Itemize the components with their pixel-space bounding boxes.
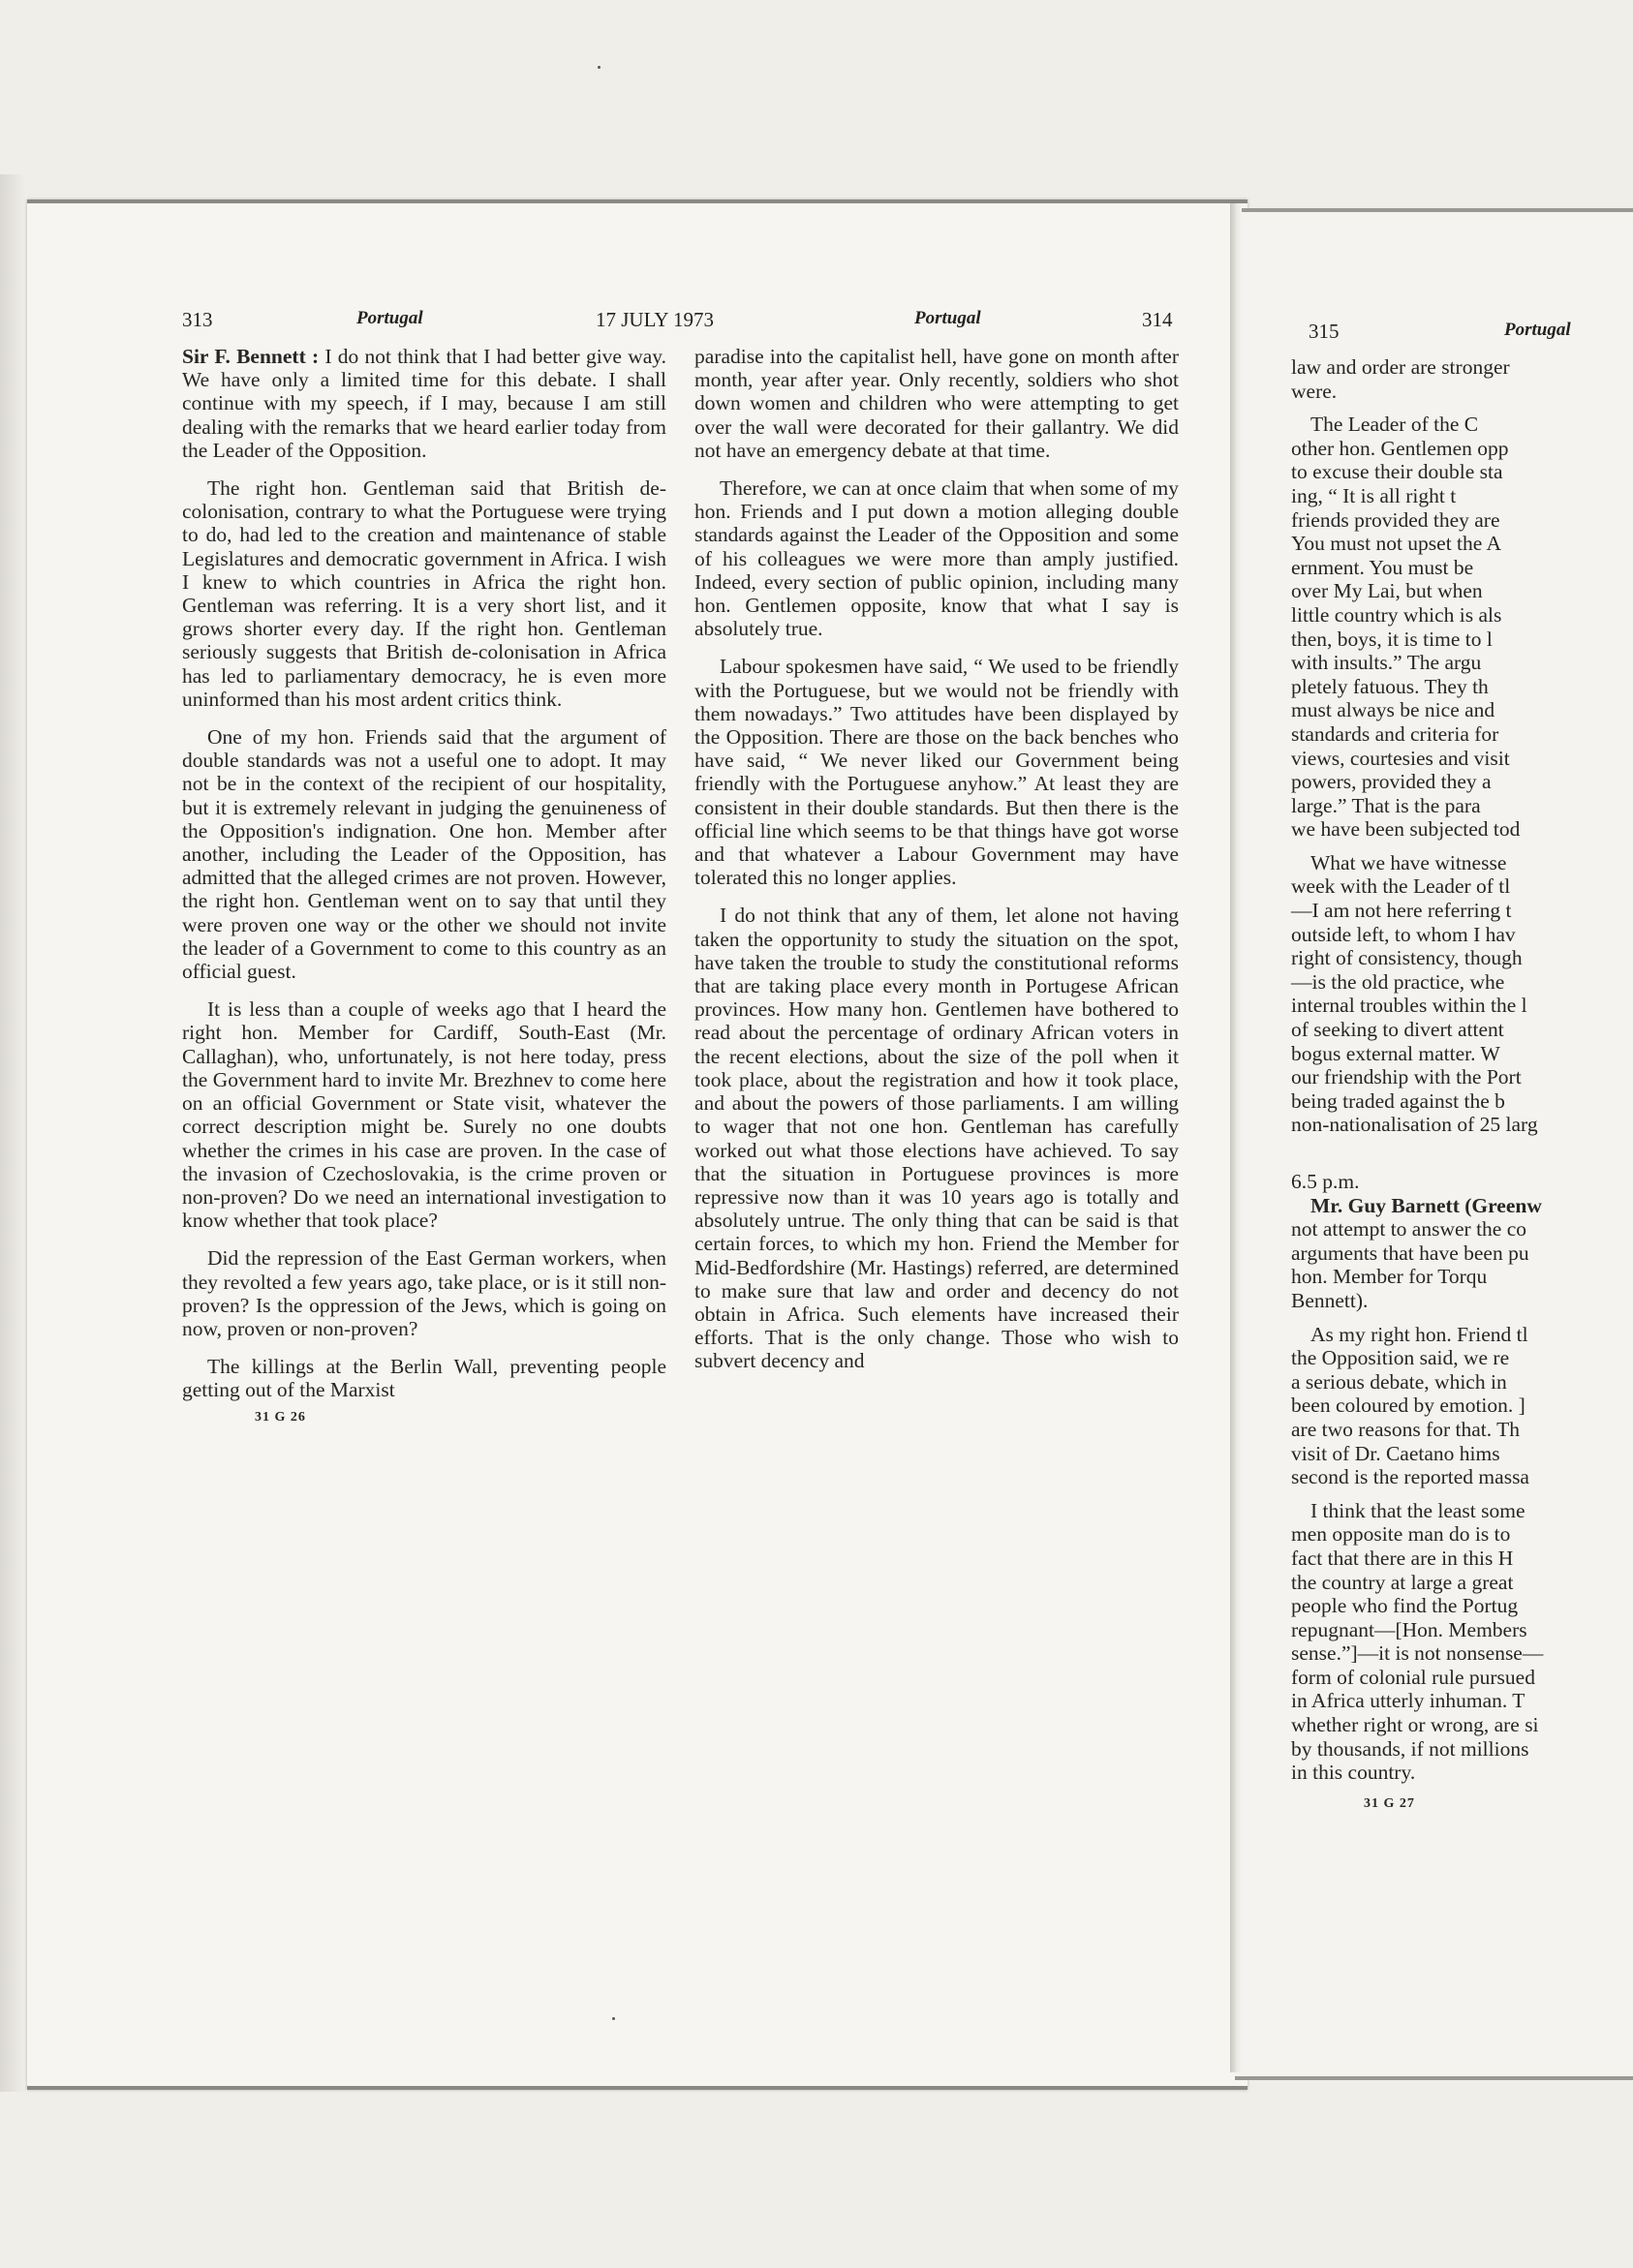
paragraph-text: I do not think that I had better give way. We have only a limited time for this debate. I shall continue with my speech, if I may, because I am still dealing with the remarks that we heard earlier today from the Leader of the Opposition.	[182, 345, 666, 462]
text-line: ing, “ It is all right t	[1291, 483, 1457, 507]
text-line: are two reasons for that. Th	[1291, 1417, 1521, 1441]
text-line: in Africa utterly inhuman. T	[1291, 1689, 1525, 1713]
paragraph: paradise into the capitalist hell, have gone on month after month, year after year. Only recently, soldiers who shot down women and children who were attempting to get over the wall were decorated for their gallantry. We did not have an emergency debate at that time.	[694, 345, 1179, 462]
folio-mark: 31 G 27	[1364, 1795, 1415, 1811]
text-line: internal troubles within the l	[1291, 994, 1527, 1018]
text-line: fact that there are in this H	[1291, 1546, 1514, 1570]
paragraph: It is less than a couple of weeks ago that I heard the right hon. Member for Cardiff, South-East (Mr. Callaghan), who, unfortunately, is not here today, press the Government hard to invite Mr. Brezhnev to come here on an official Government or State visit, whatever the correct description might be. Surely no one doubts whether the crimes in his case are proven. In the case of the invasion of Czechoslovakia, is the crime proven or non-proven? Do we need an international investigation to know whether that took place?	[182, 997, 666, 1233]
text-line: visit of Dr. Caetano hims	[1291, 1441, 1500, 1465]
running-title-left: Portugal	[356, 308, 423, 328]
text-line: with insults.” The argu	[1291, 651, 1482, 675]
paragraph: The killings at the Berlin Wall, preventing people getting out of the Marxist	[182, 1355, 666, 1402]
page-fold	[1230, 203, 1242, 2072]
speck	[612, 2017, 615, 2020]
text-line: Mr. Guy Barnett (Greenw	[1310, 1193, 1542, 1217]
text-line: The Leader of the C	[1310, 413, 1479, 437]
text-line: —is the old practice, whe	[1291, 969, 1505, 994]
text-line: arguments that have been pu	[1291, 1241, 1529, 1265]
running-title-third: Portugal	[1504, 320, 1571, 340]
text-line: must always be nice and	[1291, 698, 1495, 722]
text-line: powers, provided they a	[1291, 770, 1492, 794]
paragraph: Labour spokesmen have said, “ We used to be friendly with the Portuguese, but we would not be friendly with them nowadays.” Two attitudes have been displayed by the Opposition. There are those on the back benches who have said, “ We never liked our Government being friendly with the Portuguese anyhow.” At least they are consistent in their double standards. But then there is the official line which seems to be that things have got worse and that whatever a Labour Government may have tolerated this no longer applies.	[694, 655, 1179, 890]
text-line: been coloured by emotion. ]	[1291, 1394, 1525, 1418]
text-line: our friendship with the Port	[1291, 1065, 1522, 1089]
text-line: being traded against the b	[1291, 1088, 1505, 1113]
text-line: views, courtesies and visit	[1291, 746, 1510, 770]
paragraph: I do not think that any of them, let alone not having taken the opportunity to study the situation on the spot, have taken the trouble to study the constitutional reforms that are taking place every month in Portugese African provinces. How many hon. Gentlemen have bothered to read about the percentage of ordinary African voters in the recent elections, about the size of the poll when it took place, about the registration and how it took place, and about the powers of those parliaments. I am willing to wager that not one hon. Gentleman has carefully worked out what those elections have achieved. To say that the situation in Portuguese provinces is more repressive now than it was 10 years ago is totally and absolutely untrue. The only thing that can be said is that certain forces, to which my hon. Friend the Member for Mid-Bedfordshire (Mr. Hastings) referred, are determined to make sure that law and order and decency do not obtain in Africa. Such elements have increased their efforts. That is the only change. Those who wish to subvert decency and	[694, 904, 1179, 1373]
text-line: friends provided they are	[1291, 507, 1500, 532]
text-line: I think that the least some	[1310, 1498, 1525, 1522]
text-line: in this country.	[1291, 1761, 1416, 1785]
text-line: repugnant—[Hon. Members	[1291, 1617, 1527, 1641]
text-line: large.” That is the para	[1291, 793, 1481, 817]
paragraph	[182, 345, 666, 462]
text-line: other hon. Gentlemen opp	[1291, 436, 1509, 460]
text-line: of seeking to divert attent	[1291, 1018, 1504, 1042]
text-line: outside left, to whom I hav	[1291, 922, 1516, 946]
page-number-third: 315	[1309, 320, 1340, 343]
text-line: week with the Leader of tl	[1291, 874, 1511, 899]
text-line: whether right or wrong, are si	[1291, 1713, 1539, 1737]
speaker-name: Sir F. Bennett :	[182, 345, 320, 368]
header-date: 17 JULY 1973	[596, 308, 714, 331]
text-line: As my right hon. Friend tl	[1310, 1322, 1528, 1346]
text-line: standards and criteria for	[1291, 721, 1499, 746]
text-line: people who find the Portug	[1291, 1594, 1519, 1618]
text-line: What we have witnesse	[1310, 850, 1507, 874]
paragraph: One of my hon. Friends said that the argument of double standards was not a useful one to adopt. It may not be in the context of the recipient of our hospitality, but it is extremely relevant in judging the genuineness of the Opposition's indignation. One hon. Member after another, including the Leader of the Opposition, has admitted that the alleged crimes are not proven. However, the right hon. Gentleman went on to say that until they were proven one way or the other we should not invite the leader of a Government to come to this country as an official guest.	[182, 725, 666, 984]
text-line: bogus external matter. W	[1291, 1041, 1500, 1065]
text-line: we have been subjected tod	[1291, 817, 1521, 842]
column-3-partial	[1291, 355, 1633, 1816]
text-line: men opposite man do is to	[1291, 1522, 1511, 1547]
paragraph: The right hon. Gentleman said that British de-colonisation, contrary to what the Portuguese were trying to do, had led to the creation and maintenance of stable Legislatures and democratic government in Africa. I wish I knew to which countries in Africa the right hon. Gentleman was referring. It is a very short list, and it grows shorter every day. If the right hon. Gentleman seriously suggests that British de-colonisation in Africa has led to parliamentary democracy, he is even more uninformed than his most ardent critics think.	[182, 476, 666, 711]
text-line: —I am not here referring t	[1291, 899, 1512, 923]
text-line: not attempt to answer the co	[1291, 1217, 1526, 1241]
paragraph: Therefore, we can at once claim that when some of my hon. Friends and I put down a motion alleging double standards against the Leader of the Opposition and some of his colleagues we were more than amply justified. Indeed, every section of public opinion, including many hon. Gentlemen opposite, know that what I say is absolutely true.	[694, 476, 1179, 641]
text-line: You must not upset the A	[1291, 532, 1502, 556]
text-line: hon. Member for Torqu	[1291, 1265, 1488, 1289]
text-line: a serious debate, which in	[1291, 1369, 1507, 1394]
text-line: Bennett).	[1291, 1288, 1369, 1312]
text-line: pletely fatuous. They th	[1291, 674, 1489, 698]
text-line: second is the reported massa	[1291, 1465, 1529, 1489]
text-line: over My Lai, but when	[1291, 579, 1483, 603]
text-line: 6.5 p.m.	[1291, 1170, 1360, 1193]
column-2	[694, 345, 1179, 1388]
text-line: form of colonial rule pursued	[1291, 1665, 1535, 1689]
text-line: to excuse their double sta	[1291, 460, 1503, 484]
page-number-right: 314	[1142, 308, 1173, 331]
folio-mark: 31 G 26	[255, 1409, 306, 1425]
paragraph: Did the repression of the East German workers, when they revolted a few years ago, take place, or is it still non-proven? Is the oppression of the Jews, which is going on now, proven or non-proven?	[182, 1246, 666, 1340]
text-line: ernment. You must be	[1291, 555, 1474, 579]
text-line: non-nationalisation of 25 larg	[1291, 1113, 1538, 1137]
running-title-right: Portugal	[914, 308, 981, 328]
speck	[598, 66, 601, 69]
page-left-edge	[0, 174, 25, 2092]
column-1	[182, 345, 666, 1429]
page-number-left: 313	[182, 308, 213, 331]
text-line: then, boys, it is time to l	[1291, 627, 1493, 651]
text-line: sense.”]—it is not nonsense—	[1291, 1641, 1544, 1666]
text-line: by thousands, if not millions	[1291, 1736, 1529, 1761]
text-line: the country at large a great	[1291, 1570, 1514, 1594]
text-line: little country which is als	[1291, 602, 1502, 627]
text-line: law and order are stronger	[1291, 355, 1510, 379]
text-line: the Opposition said, we re	[1291, 1346, 1510, 1370]
text-line: were.	[1291, 379, 1338, 403]
text-line: right of consistency, though	[1291, 946, 1523, 970]
